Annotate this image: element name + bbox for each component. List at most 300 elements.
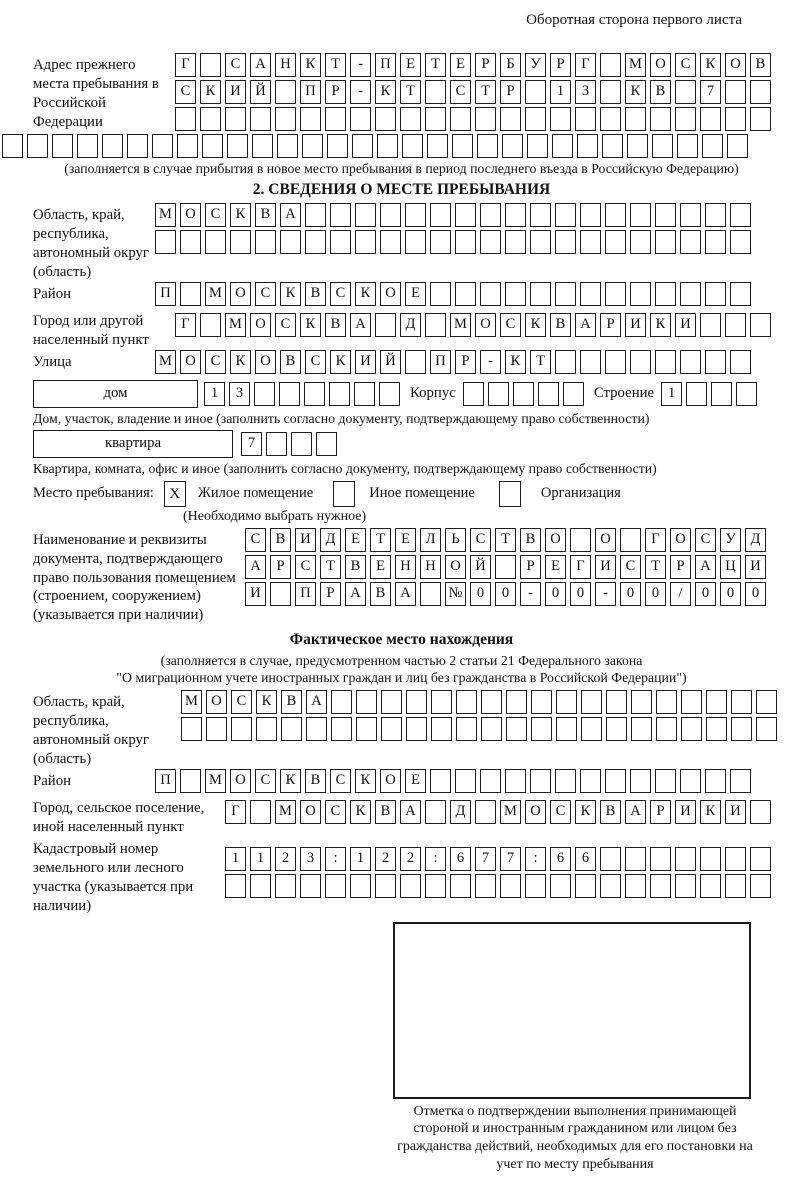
- char-box: [330, 203, 351, 227]
- char-box: [655, 769, 676, 793]
- char-box: [420, 582, 441, 606]
- char-box: [329, 382, 350, 406]
- char-box: [750, 313, 771, 337]
- char-box: Е: [545, 555, 566, 579]
- char-box: О: [545, 528, 566, 552]
- char-box: [205, 230, 226, 254]
- char-box: /: [670, 582, 691, 606]
- char-row: [463, 379, 588, 406]
- checkbox-residential: X: [164, 481, 186, 507]
- char-box: Б: [500, 53, 521, 77]
- char-box: -: [480, 350, 501, 374]
- char-row: [2, 134, 770, 158]
- char-box: Р: [320, 582, 341, 606]
- char-box: [705, 230, 726, 254]
- section2-title: 2. СВЕДЕНИЯ О МЕСТЕ ПРЕБЫВАНИЯ: [252, 181, 551, 198]
- char-box: [513, 382, 534, 406]
- char-box: 1: [225, 847, 246, 871]
- char-box: [725, 313, 746, 337]
- char-box: Р: [325, 80, 346, 104]
- char-box: [650, 874, 671, 898]
- char-box: 1: [661, 382, 682, 406]
- char-box: С: [275, 313, 296, 337]
- char-box: [475, 800, 496, 824]
- char-box: О: [180, 350, 201, 374]
- char-box: [279, 382, 300, 406]
- actual-location-note-1: (заполняется в случае, предусмотренном частью 2 статьи 21 Федерального закона: [160, 653, 643, 669]
- char-box: №: [445, 582, 466, 606]
- actual-city-label: Город, сельское поселение, иной населенный пункт: [33, 800, 205, 835]
- char-row: [181, 690, 781, 714]
- char-box: [725, 107, 746, 131]
- char-box: [455, 230, 476, 254]
- char-box: [325, 874, 346, 898]
- char-box: [481, 717, 502, 741]
- char-box: 6: [450, 847, 471, 871]
- char-box: [725, 80, 746, 104]
- stroenie-label: Строение: [593, 385, 655, 402]
- char-box: [455, 282, 476, 306]
- char-box: А: [250, 53, 271, 77]
- char-box: И: [595, 555, 616, 579]
- char-box: [495, 555, 516, 579]
- char-box: Д: [320, 528, 341, 552]
- char-box: [656, 717, 677, 741]
- char-box: [402, 134, 423, 158]
- char-box: [302, 134, 323, 158]
- char-box: :: [325, 847, 346, 871]
- char-box: [331, 690, 352, 714]
- char-row: [204, 379, 404, 406]
- char-box: [180, 769, 201, 793]
- char-box: -: [350, 80, 371, 104]
- char-box: Н: [420, 555, 441, 579]
- char-box: О: [230, 769, 251, 793]
- char-box: [375, 874, 396, 898]
- char-box: [431, 717, 452, 741]
- char-box: [480, 203, 501, 227]
- char-box: [356, 690, 377, 714]
- char-box: Д: [450, 800, 471, 824]
- char-box: Г: [645, 528, 666, 552]
- char-box: [731, 717, 752, 741]
- char-box: [52, 134, 73, 158]
- char-box: П: [375, 53, 396, 77]
- char-box: И: [675, 313, 696, 337]
- char-box: 7: [500, 847, 521, 871]
- char-box: :: [525, 847, 546, 871]
- char-box: [206, 717, 227, 741]
- char-box: 0: [545, 582, 566, 606]
- char-box: М: [625, 53, 646, 77]
- char-box: [605, 230, 626, 254]
- char-box: [254, 382, 275, 406]
- char-box: [305, 230, 326, 254]
- char-box: Й: [470, 555, 491, 579]
- char-box: В: [281, 690, 302, 714]
- char-row: [241, 429, 341, 456]
- char-box: [256, 717, 277, 741]
- char-box: [425, 107, 446, 131]
- char-box: [375, 313, 396, 337]
- char-box: [270, 582, 291, 606]
- char-box: С: [245, 528, 266, 552]
- char-box: [400, 874, 421, 898]
- checkbox-organization: [499, 481, 521, 507]
- char-box: [650, 107, 671, 131]
- char-box: [756, 690, 777, 714]
- char-box: [352, 134, 373, 158]
- char-box: [450, 874, 471, 898]
- char-box: [200, 313, 221, 337]
- char-box: Е: [450, 53, 471, 77]
- char-box: [316, 432, 337, 456]
- char-box: Г: [225, 800, 246, 824]
- char-box: [705, 769, 726, 793]
- city-label: Город или другой населенный пункт: [33, 312, 149, 348]
- char-box: М: [205, 769, 226, 793]
- char-box: [231, 717, 252, 741]
- char-box: 7: [700, 80, 721, 104]
- char-box: [463, 382, 484, 406]
- char-box: О: [380, 282, 401, 306]
- char-box: [605, 769, 626, 793]
- char-box: [102, 134, 123, 158]
- char-box: [505, 282, 526, 306]
- char-box: Р: [270, 555, 291, 579]
- char-box: [550, 107, 571, 131]
- char-box: [575, 874, 596, 898]
- char-box: О: [255, 350, 276, 374]
- char-box: [500, 874, 521, 898]
- char-box: [505, 203, 526, 227]
- char-box: Л: [420, 528, 441, 552]
- char-box: Д: [400, 313, 421, 337]
- char-box: [600, 107, 621, 131]
- char-box: А: [350, 313, 371, 337]
- char-box: [177, 134, 198, 158]
- char-box: [680, 203, 701, 227]
- char-box: М: [205, 282, 226, 306]
- char-box: -: [595, 582, 616, 606]
- char-box: [405, 350, 426, 374]
- char-box: Т: [325, 53, 346, 77]
- char-box: [702, 134, 723, 158]
- char-box: И: [245, 582, 266, 606]
- char-box: [750, 847, 771, 871]
- char-box: [700, 313, 721, 337]
- char-box: [525, 107, 546, 131]
- char-box: 3: [575, 80, 596, 104]
- char-box: [427, 134, 448, 158]
- char-box: [602, 134, 623, 158]
- char-box: [2, 134, 23, 158]
- char-box: [700, 107, 721, 131]
- city-block: [33, 309, 770, 350]
- char-box: И: [295, 528, 316, 552]
- actual-city-block: [33, 796, 770, 837]
- actual-region-block: [33, 690, 770, 769]
- char-box: [456, 717, 477, 741]
- char-row: [155, 769, 755, 793]
- char-box: [700, 847, 721, 871]
- char-box: [605, 203, 626, 227]
- char-box: [250, 874, 271, 898]
- char-box: [563, 382, 584, 406]
- char-box: [680, 769, 701, 793]
- char-box: 2: [400, 847, 421, 871]
- char-box: К: [525, 313, 546, 337]
- district-block: [33, 282, 770, 309]
- house-field-box: дом: [33, 380, 198, 408]
- char-box: [650, 847, 671, 871]
- char-box: О: [595, 528, 616, 552]
- char-box: С: [295, 555, 316, 579]
- char-box: И: [725, 800, 746, 824]
- char-box: М: [225, 313, 246, 337]
- char-box: [530, 230, 551, 254]
- char-box: [730, 230, 751, 254]
- char-box: С: [620, 555, 641, 579]
- char-box: Т: [475, 80, 496, 104]
- char-box: 0: [645, 582, 666, 606]
- char-box: Р: [600, 313, 621, 337]
- char-box: 2: [375, 847, 396, 871]
- char-box: [230, 230, 251, 254]
- char-box: П: [295, 582, 316, 606]
- char-box: 3: [300, 847, 321, 871]
- char-box: К: [330, 350, 351, 374]
- char-box: [175, 107, 196, 131]
- char-box: Т: [530, 350, 551, 374]
- char-row: [245, 582, 770, 606]
- char-box: [706, 690, 727, 714]
- char-box: [652, 134, 673, 158]
- apartment-field-box: квартира: [33, 430, 233, 458]
- char-box: [550, 874, 571, 898]
- char-box: -: [350, 53, 371, 77]
- char-box: [180, 230, 201, 254]
- char-box: [375, 107, 396, 131]
- char-row: [155, 203, 755, 227]
- char-box: [425, 313, 446, 337]
- char-box: В: [345, 555, 366, 579]
- char-box: [675, 847, 696, 871]
- char-box: 6: [550, 847, 571, 871]
- char-box: М: [500, 800, 521, 824]
- char-box: [680, 230, 701, 254]
- char-row: [155, 230, 755, 254]
- char-row: [181, 717, 781, 741]
- char-box: О: [525, 800, 546, 824]
- char-box: К: [355, 282, 376, 306]
- char-box: [200, 53, 221, 77]
- street-block: [33, 350, 770, 377]
- char-box: [300, 874, 321, 898]
- char-box: Е: [405, 769, 426, 793]
- char-box: [452, 134, 473, 158]
- char-box: [252, 134, 273, 158]
- char-box: С: [675, 53, 696, 77]
- char-box: 0: [620, 582, 641, 606]
- char-box: Ц: [720, 555, 741, 579]
- char-box: Р: [500, 80, 521, 104]
- region-label: Область, край, республика, автономный округ (область): [33, 207, 149, 280]
- char-box: [477, 134, 498, 158]
- char-box: [630, 203, 651, 227]
- char-row: [155, 350, 755, 374]
- char-box: [680, 282, 701, 306]
- char-box: [405, 203, 426, 227]
- char-box: [555, 769, 576, 793]
- char-box: [431, 690, 452, 714]
- char-box: А: [695, 555, 716, 579]
- char-box: С: [205, 350, 226, 374]
- char-box: [736, 382, 757, 406]
- char-box: Р: [670, 555, 691, 579]
- char-box: [555, 230, 576, 254]
- char-box: [580, 203, 601, 227]
- char-box: О: [230, 282, 251, 306]
- char-box: [77, 134, 98, 158]
- char-box: В: [305, 769, 326, 793]
- char-row: [225, 796, 775, 824]
- char-box: У: [720, 528, 741, 552]
- char-row: [175, 309, 775, 337]
- char-box: [480, 769, 501, 793]
- house-note: Дом, участок, владение и иное (заполнить согласно документу, подтверждающему право собственности): [33, 410, 650, 426]
- char-box: [275, 80, 296, 104]
- char-box: [525, 80, 546, 104]
- char-box: [152, 134, 173, 158]
- char-box: В: [280, 350, 301, 374]
- char-box: [480, 282, 501, 306]
- char-box: [430, 282, 451, 306]
- char-box: [266, 432, 287, 456]
- char-box: Г: [570, 555, 591, 579]
- char-box: К: [575, 800, 596, 824]
- district-label: Район: [33, 285, 72, 302]
- char-box: [680, 350, 701, 374]
- char-row: [661, 379, 761, 406]
- char-box: [627, 134, 648, 158]
- cadastre-block: [33, 837, 770, 916]
- char-box: [580, 769, 601, 793]
- stay-type-row: [33, 481, 770, 507]
- char-box: К: [355, 769, 376, 793]
- char-box: [225, 874, 246, 898]
- char-box: [630, 230, 651, 254]
- actual-location-note-2: "О миграционном учете иностранных граждан и лиц без гражданства в Российской Федерации"): [116, 670, 687, 686]
- char-box: У: [525, 53, 546, 77]
- char-box: [555, 282, 576, 306]
- document-block: [33, 528, 770, 626]
- char-box: [405, 230, 426, 254]
- char-box: С: [470, 528, 491, 552]
- char-box: [711, 382, 732, 406]
- char-box: Р: [650, 800, 671, 824]
- char-row: [245, 528, 770, 552]
- char-box: [531, 717, 552, 741]
- actual-region-label: Область, край, республика, автономный округ (область): [33, 694, 149, 768]
- char-box: [605, 282, 626, 306]
- char-box: [354, 382, 375, 406]
- char-box: 0: [745, 582, 766, 606]
- cadastre-label: Кадастровый номер земельного или лесного участка (указывается при наличии): [33, 840, 194, 914]
- char-box: [425, 874, 446, 898]
- char-box: П: [155, 282, 176, 306]
- residential-label: Жилое помещение: [197, 485, 314, 502]
- char-box: А: [306, 690, 327, 714]
- char-box: М: [450, 313, 471, 337]
- char-box: [630, 350, 651, 374]
- char-box: [686, 382, 707, 406]
- char-box: [655, 282, 676, 306]
- apartment-row: [33, 429, 770, 459]
- char-box: [527, 134, 548, 158]
- char-box: [456, 690, 477, 714]
- char-box: Й: [250, 80, 271, 104]
- char-box: [705, 282, 726, 306]
- char-box: [380, 230, 401, 254]
- char-row: [225, 874, 775, 898]
- char-box: [350, 107, 371, 131]
- char-box: [555, 203, 576, 227]
- char-box: -: [520, 582, 541, 606]
- char-box: К: [700, 53, 721, 77]
- char-box: И: [355, 350, 376, 374]
- char-box: [631, 690, 652, 714]
- char-box: [630, 769, 651, 793]
- prev-address-label: Адрес прежнего места пребывания в Российской Федерации: [33, 57, 159, 130]
- char-box: [506, 690, 527, 714]
- char-box: Й: [380, 350, 401, 374]
- char-box: [327, 134, 348, 158]
- other-premises-label: Иное помещение: [369, 485, 475, 502]
- char-box: 0: [695, 582, 716, 606]
- char-box: [705, 203, 726, 227]
- char-box: А: [575, 313, 596, 337]
- char-box: [505, 230, 526, 254]
- char-box: С: [255, 282, 276, 306]
- char-box: К: [256, 690, 277, 714]
- char-box: Р: [475, 53, 496, 77]
- char-box: 6: [575, 847, 596, 871]
- char-box: Р: [520, 555, 541, 579]
- char-box: 7: [241, 432, 262, 456]
- char-box: [605, 350, 626, 374]
- region-block: [33, 203, 770, 282]
- char-box: [475, 874, 496, 898]
- char-box: С: [330, 769, 351, 793]
- char-row: [225, 847, 775, 871]
- char-box: Т: [320, 555, 341, 579]
- char-box: К: [375, 80, 396, 104]
- document-label: Наименование и реквизиты документа, подтверждающего право пользования помещением (строением, сооружением) (указывается при наличии): [33, 531, 236, 624]
- char-box: [250, 800, 271, 824]
- char-box: О: [725, 53, 746, 77]
- char-box: С: [305, 350, 326, 374]
- char-box: О: [180, 203, 201, 227]
- char-box: [580, 230, 601, 254]
- document-rows: [245, 528, 770, 609]
- char-box: [425, 800, 446, 824]
- char-box: [180, 282, 201, 306]
- char-box: С: [175, 80, 196, 104]
- char-box: [730, 203, 751, 227]
- char-box: О: [475, 313, 496, 337]
- char-box: [350, 874, 371, 898]
